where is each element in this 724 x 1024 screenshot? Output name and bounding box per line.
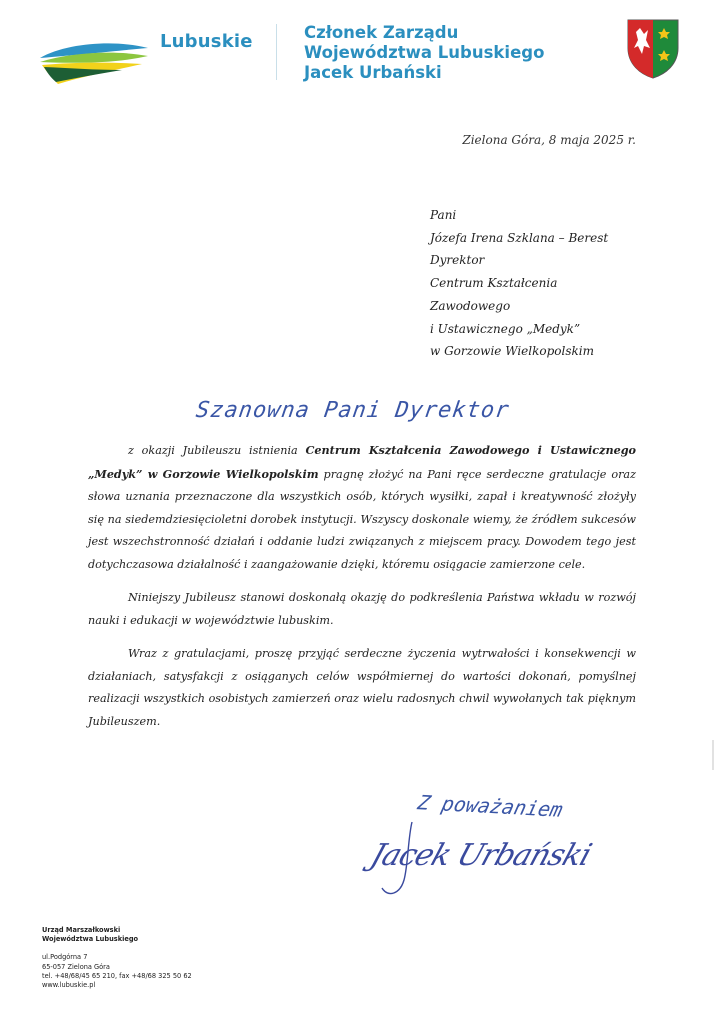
recipient-block — [430, 204, 608, 363]
sender-title — [304, 23, 544, 83]
brand-name: Lubuskie — [160, 31, 253, 52]
recipient-line: Pani — [430, 208, 457, 222]
footer-phones: tel. +48/68/45 65 210, fax +48/68 325 50 62 — [42, 971, 192, 980]
footer-address — [42, 926, 192, 990]
body-paragraph: Wraz z gratulacjami, proszę przyjąć serdeczne życzenia wytrwałości i konsekwencji w działaniach, satysfakcji z osiąganych celów współmiernej do wartości dokonań, pomyślnej realizacji wszystkich osobistych zamierzeń oraz wielu radosnych chwil wywołanych tak pięknym Jubileuszem. — [88, 647, 636, 728]
coat-of-arms-icon — [626, 18, 680, 80]
footer-website: www.lubuskie.pl — [42, 981, 96, 990]
footer-org: Urząd Marszałkowski — [42, 926, 121, 934]
letter-date: Zielona Góra, 8 maja 2025 r. — [462, 133, 636, 147]
sender-title-line: Województwa Lubuskiego — [304, 43, 545, 62]
handwritten-signature: Jacek Urbański — [366, 838, 596, 873]
recipient-line: Zawodowego — [430, 298, 511, 313]
handwritten-closing: Z poważaniem — [415, 790, 566, 822]
footer-street: ul.Podgórna 7 — [42, 953, 88, 962]
recipient-line: w Gorzowie Wielkopolskim — [430, 344, 594, 359]
recipient-line: Centrum Kształcenia — [430, 276, 558, 291]
recipient-line: Józefa Irena Szklana – Berest — [430, 230, 609, 245]
scan-edge-mark — [712, 740, 714, 770]
body-text-run: z okazji Jubileuszu istnienia — [128, 444, 306, 457]
institution-name: Centrum Kształcenia Zawodowego i Ustawicznego „Medyk” w Gorzowie Wielkopolskim — [88, 443, 636, 481]
sender-title-line: Jacek Urbański — [304, 63, 442, 82]
body-paragraph: Niniejszy Jubileusz stanowi doskonałą okazję do podkreślenia Państwa wkładu w rozwój nauki i edukacji w województwie lubuskim. — [88, 591, 636, 627]
footer-city: 65-057 Zielona Góra — [42, 962, 110, 971]
body-text-run: pragnę złożyć na Pani ręce serdeczne gratulacje oraz słowa uznania przeznaczone dla wszystkich osób, których wysiłki, zapał i kreatywność złożyły się na siedemdziesięcioletni dorobek instytucji. Wszyscy doskonale wiemy, że źródłem sukcesów jest wszechstronność działań i oddanie ludzi związanych z miejscem pracy. Dowodem tego jest dotychczasowa działalność i zaangażowanie dzięki, któremu osiągacie zamierzone cele. — [88, 467, 636, 571]
body-paragraph — [88, 439, 636, 576]
recipient-line: i Ustawicznego „Medyk” — [430, 321, 581, 336]
recipient-line: Dyrektor — [430, 253, 485, 268]
footer-org: Województwa Lubuskiego — [42, 935, 139, 944]
handwritten-salutation: Szanowna Pani Dyrektor — [194, 398, 512, 423]
lubuskie-logo-icon — [38, 38, 150, 84]
letter-body — [88, 439, 636, 744]
header-divider — [276, 24, 277, 80]
sender-title-line: Członek Zarządu — [304, 23, 459, 42]
